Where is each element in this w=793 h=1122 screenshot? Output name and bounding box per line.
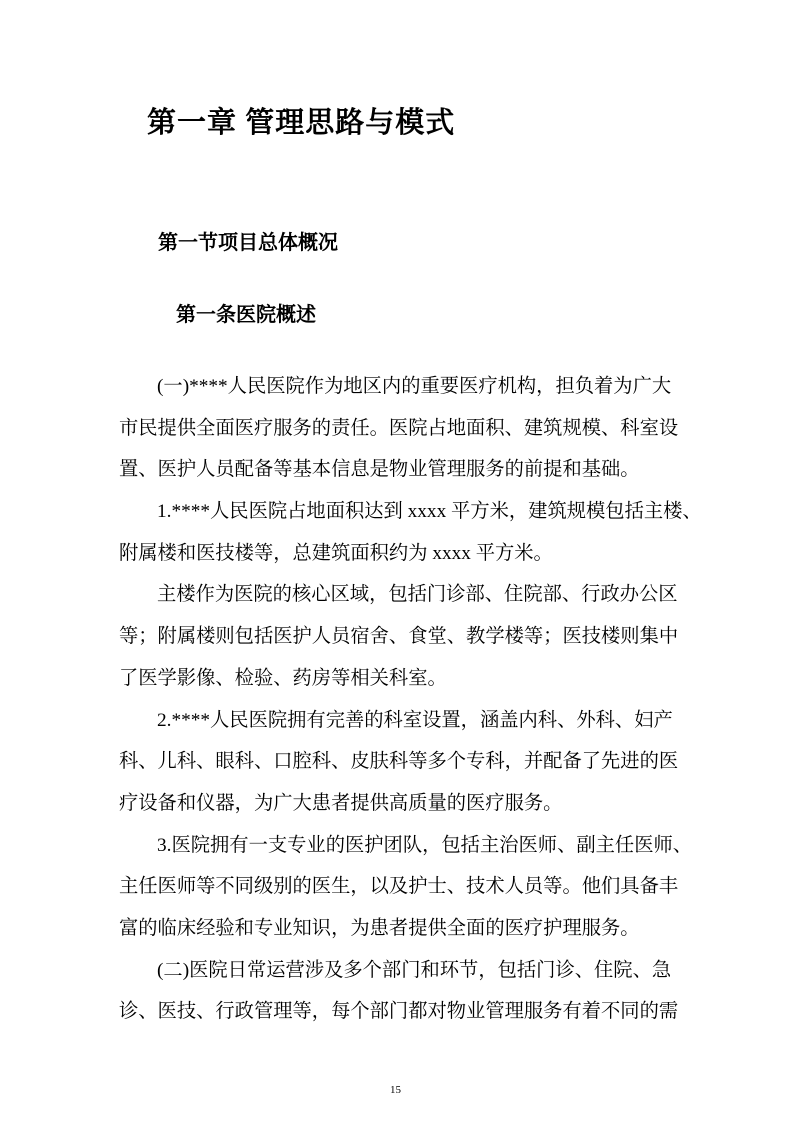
text-line: 2.****人民医院拥有完善的科室设置，涵盖内科、外科、妇产 bbox=[157, 709, 673, 731]
text-line: (一)****人民医院作为地区内的重要医疗机构，担负着为广大 bbox=[157, 376, 672, 397]
chapter-title: 第一章 管理思路与模式 bbox=[147, 107, 456, 139]
body-text bbox=[119, 366, 702, 1033]
text-line: (二)医院日常运营涉及多个部门和环节，包括门诊、住院、急 bbox=[157, 959, 672, 981]
text-line: 等；附属楼则包括医护人员宿舍、食堂、教学楼等；医技楼则集中 bbox=[119, 626, 679, 648]
text-line: 主楼作为医院的核心区域，包括门诊部、住院部、行政办公区 bbox=[157, 584, 678, 606]
section-title: 第一节项目总体概况 bbox=[158, 232, 338, 254]
text-line: 疗设备和仪器，为广大患者提供高质量的医疗服务。 bbox=[119, 792, 563, 814]
text-line: 市民提供全面医疗服务的责任。医院占地面积、建筑规模、科室设 bbox=[119, 417, 679, 439]
text-line: 1.****人民医院占地面积达到 xxxx 平方米，建筑规模包括主楼、 bbox=[157, 501, 702, 523]
text-line: 附属楼和医技楼等，总建筑面积约为 xxxx 平方米。 bbox=[119, 542, 553, 564]
text-line: 科、儿科、眼科、口腔科、皮肤科等多个专科，并配备了先进的医 bbox=[119, 751, 679, 773]
text-line: 诊、医技、行政管理等，每个部门都对物业管理服务有着不同的需 bbox=[119, 1001, 679, 1023]
text-line: 富的临床经验和专业知识，为患者提供全面的医疗护理服务。 bbox=[119, 917, 640, 939]
page-number: 15 bbox=[390, 1084, 401, 1096]
article-title: 第一条医院概述 bbox=[176, 304, 316, 326]
text-line: 3.医院拥有一支专业的医护团队，包括主治医师、副主任医师、 bbox=[157, 834, 693, 856]
text-line: 主任医师等不同级别的医生，以及护士、技术人员等。他们具备丰 bbox=[119, 876, 679, 898]
text-line: 置、医护人员配备等基本信息是物业管理服务的前提和基础。 bbox=[119, 459, 640, 481]
text-line: 了医学影像、检验、药房等相关科室。 bbox=[119, 667, 447, 689]
